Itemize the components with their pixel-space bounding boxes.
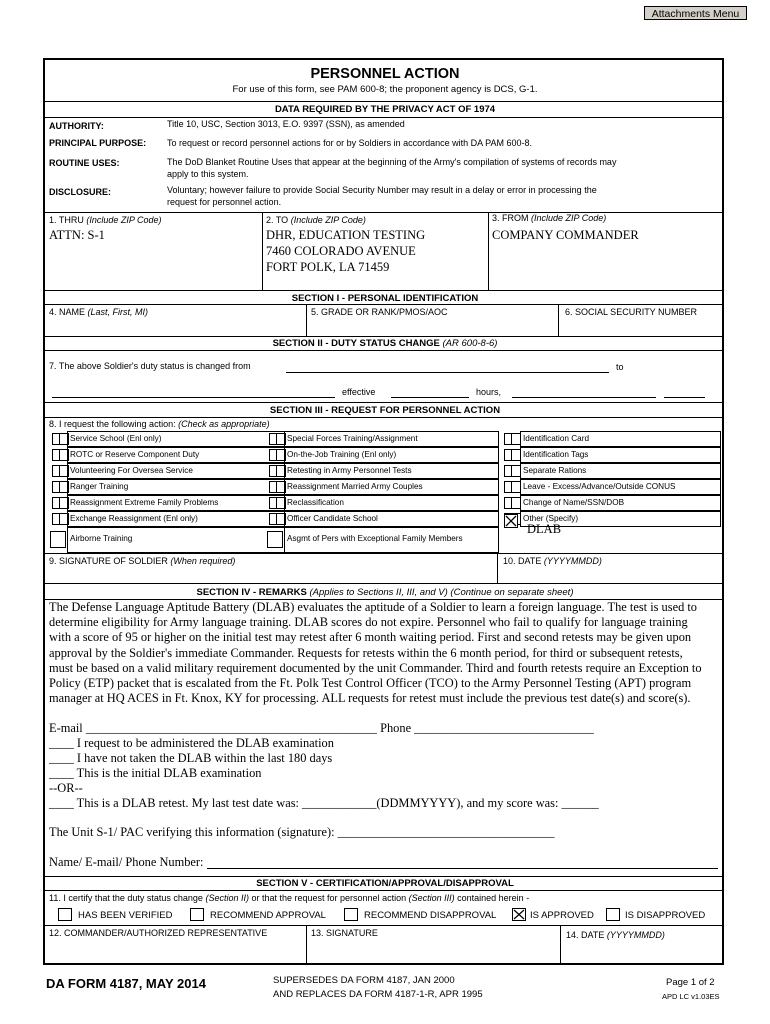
purpose-label: PRINCIPAL PURPOSE: xyxy=(49,138,147,148)
remarks-check-1[interactable]: ____ I request to be administered the DLAB examination xyxy=(49,736,334,750)
hours-word: hours, xyxy=(476,387,502,397)
other-specify-label: Other (Specify) xyxy=(523,514,579,523)
section5-header: SECTION V - CERTIFICATION/APPROVAL/DISAPPROVAL xyxy=(256,878,514,889)
soldier-signature-field[interactable]: 9. SIGNATURE OF SOLDIER (When required) xyxy=(49,556,236,566)
oversea-service-label: Volunteering For Oversea Service xyxy=(70,466,193,475)
date-field[interactable]: 14. DATE (YYYYMMDD) xyxy=(566,930,665,940)
remarks-check-4[interactable]: ____ This is a DLAB retest. My last test date was: ____________(DDMMYYYY), and my score was: ______ xyxy=(49,796,599,810)
officer-candidate-school-label: Officer Candidate School xyxy=(287,514,378,523)
authority-text: Title 10, USC, Section 3013, E.O. 9397 (SSN), as amended xyxy=(167,119,405,129)
effective-word: effective xyxy=(342,387,376,397)
is-approved-label: IS APPROVED xyxy=(530,910,594,921)
airborne-training-checkbox[interactable] xyxy=(50,531,66,548)
separate-rations-label: Separate Rations xyxy=(523,466,587,475)
airborne-training-label: Airborne Training xyxy=(70,534,133,543)
remarks-email-phone[interactable]: E-mail _______________________________________________ Phone _____________________________ xyxy=(49,721,594,735)
on-the-job-training-label: On-the-Job Training (Enl only) xyxy=(287,450,397,459)
remarks-check-3[interactable]: ____ This is the initial DLAB examination xyxy=(49,766,262,780)
leave-excess-label: Leave - Excess/Advance/Outside CONUS xyxy=(523,482,676,491)
x-mark-icon xyxy=(513,909,525,920)
exceptional-family-members-label: Asgmt of Pers with Exceptional Family Members xyxy=(287,534,463,543)
name-field[interactable]: 4. NAME (Last, First, MI) xyxy=(49,307,149,317)
reclassification-label: Reclassification xyxy=(287,498,344,507)
routine-uses-text: The DoD Blanket Routine Uses that appear at the beginning of the Army's compilation of systems of records may apply to this system. xyxy=(167,157,617,179)
signature-field[interactable]: 13. SIGNATURE xyxy=(311,928,378,938)
authority-label: AUTHORITY: xyxy=(49,121,104,131)
to-value-line2[interactable]: 7460 COLORADO AVENUE xyxy=(266,244,416,258)
service-school-label: Service School (Enl only) xyxy=(70,434,162,443)
hours-extra-input[interactable] xyxy=(664,397,705,398)
form-subtitle: For use of this form, see PAM 600-8; the proponent agency is DCS, G-1. xyxy=(232,84,538,95)
to-value-line1[interactable]: DHR, EDUCATION TESTING xyxy=(266,228,426,242)
section4-header: SECTION IV - REMARKS (Applies to Sections II, III, and V) (Continue on separate sheet) xyxy=(196,587,574,598)
ssn-field[interactable]: 6. SOCIAL SECURITY NUMBER xyxy=(565,307,698,317)
reassignment-family-problems-label: Reassignment Extreme Family Problems xyxy=(70,498,219,507)
change-of-name-label: Change of Name/SSN/DOB xyxy=(523,498,625,507)
is-disapproved-label: IS DISAPPROVED xyxy=(625,910,706,921)
has-been-verified-checkbox[interactable] xyxy=(58,908,72,921)
grade-field[interactable]: 5. GRADE OR RANK/PMOS/AOC xyxy=(311,307,448,317)
from-label: 3. FROM (Include ZIP Code) xyxy=(492,213,607,223)
thru-value[interactable]: ATTN: S-1 xyxy=(49,228,105,242)
form-id: DA FORM 4187, MAY 2014 xyxy=(46,976,206,991)
section2-header: SECTION II - DUTY STATUS CHANGE (AR 600-8-6) xyxy=(272,338,498,349)
name-email-phone-input[interactable] xyxy=(207,868,718,869)
remarks-name-line: Name/ E-mail/ Phone Number: xyxy=(49,855,204,869)
special-forces-label: Special Forces Training/Assignment xyxy=(287,434,418,443)
form-title: PERSONNEL ACTION xyxy=(310,66,460,82)
request-text: 8. I request the following action: (Check as appropriate) xyxy=(49,419,270,429)
attachments-menu-button[interactable]: Attachments Menu xyxy=(644,6,747,20)
thru-label: 1. THRU (Include ZIP Code) xyxy=(49,215,162,225)
soldier-date-field[interactable]: 10. DATE (YYYYMMDD) xyxy=(503,556,602,566)
to-value-line3[interactable]: FORT POLK, LA 71459 xyxy=(266,260,390,274)
is-approved-checkbox[interactable] xyxy=(512,908,526,921)
certify-text: 11. I certify that the duty status change (Section II) or that the request for personnel action (Section III) contained herein - xyxy=(49,893,530,903)
section1-header: SECTION I - PERSONAL IDENTIFICATION xyxy=(291,293,479,304)
supersedes-line2: AND REPLACES DA FORM 4187-1-R, APR 1995 xyxy=(273,989,483,1000)
recommend-disapproval-label: RECOMMEND DISAPPROVAL xyxy=(364,910,497,921)
other-specify-value[interactable]: DLAB xyxy=(527,522,562,536)
disclosure-text: Voluntary; however failure to provide Social Security Number may result in a delay or error in processing the request for personnel action. xyxy=(167,185,597,207)
duty-to-input[interactable] xyxy=(52,397,335,398)
x-mark-icon xyxy=(504,514,518,528)
from-value[interactable]: COMPANY COMMANDER xyxy=(492,228,639,242)
remarks-check-2[interactable]: ____ I have not taken the DLAB within the last 180 days xyxy=(49,751,333,765)
recommend-approval-checkbox[interactable] xyxy=(190,908,204,921)
retesting-army-tests-label: Retesting in Army Personnel Tests xyxy=(287,466,412,475)
disclosure-label: DISCLOSURE: xyxy=(49,187,112,197)
remarks-or: --OR-- xyxy=(49,781,83,795)
identification-card-label: Identification Card xyxy=(523,434,589,443)
purpose-text: To request or record personnel actions for or by Soldiers in accordance with DA PAM 600-8. xyxy=(167,138,533,148)
has-been-verified-label: HAS BEEN VERIFIED xyxy=(78,910,173,921)
supersedes-line1: SUPERSEDES DA FORM 4187, JAN 2000 xyxy=(273,975,455,986)
identification-tags-label: Identification Tags xyxy=(523,450,589,459)
to-label: 2. TO (Include ZIP Code) xyxy=(266,215,366,225)
recommend-disapproval-checkbox[interactable] xyxy=(344,908,358,921)
duty-from-input[interactable] xyxy=(286,372,609,373)
rotc-reserve-duty-label: ROTC or Reserve Component Duty xyxy=(70,450,200,459)
hours-input[interactable] xyxy=(512,397,656,398)
routine-uses-label: ROUTINE USES: xyxy=(49,158,120,168)
is-disapproved-checkbox[interactable] xyxy=(606,908,620,921)
privacy-header: DATA REQUIRED BY THE PRIVACY ACT OF 1974 xyxy=(274,104,496,115)
remarks-text[interactable]: The Defense Language Aptitude Battery (DLAB) evaluates the aptitude of a Soldier to learn a foreign language. The test is used to determine eligibility for Army language training. DLAB scores do not expire. Personnel who fail to qualify for language training with a score of 95 or higher on the initial test may retest after 6 month waiting period. First and second retests may be given upon approval by the Soldier's immediate Commander. Requests for retests within the 6 month period, for third or subsequent retests, must be based on a valid military requirement documented by the unit Commander. Third and fourth retests require an Exception to Policy (ETP) packet that is escalated from the Ft. Polk Test Control Officer (TCO) to the Army Personnel Testing (APT) program manager at HQ ACES in Ft. Knox, KY for processing. ALL requests for retest must include the previous test date(s) and score(s). xyxy=(49,600,702,706)
page-number: Page 1 of 2 xyxy=(666,977,715,988)
exceptional-family-members-checkbox[interactable] xyxy=(267,531,283,548)
ranger-training-label: Ranger Training xyxy=(70,482,129,491)
recommend-approval-label: RECOMMEND APPROVAL xyxy=(210,910,326,921)
commander-field[interactable]: 12. COMMANDER/AUTHORIZED REPRESENTATIVE xyxy=(49,928,268,938)
section3-header: SECTION III - REQUEST FOR PERSONNEL ACTION xyxy=(269,405,501,416)
duty-status-text: 7. The above Soldier's duty status is changed from xyxy=(49,361,251,371)
effective-date-input[interactable] xyxy=(391,397,469,398)
version-label: APD LC v1.03ES xyxy=(662,992,720,1001)
to-word: to xyxy=(616,362,624,372)
exchange-reassignment-label: Exchange Reassignment (Enl only) xyxy=(70,514,198,523)
remarks-unit-verify[interactable]: The Unit S-1/ PAC verifying this information (signature): ___________________________________ xyxy=(49,825,555,839)
reassignment-married-couples-label: Reassignment Married Army Couples xyxy=(287,482,423,491)
